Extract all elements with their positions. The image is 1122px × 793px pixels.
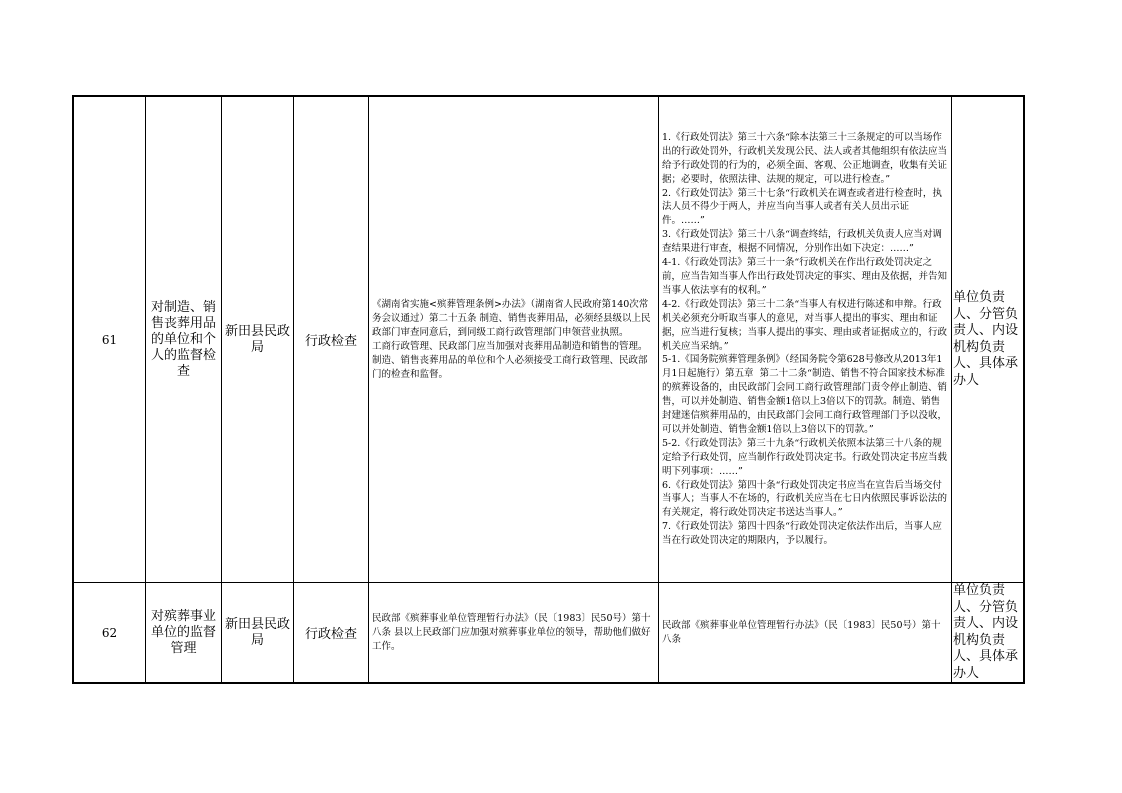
legal-basis [369, 583, 659, 684]
item-number: 62 [73, 583, 146, 684]
item-number: 61 [73, 96, 146, 583]
legal-basis [369, 96, 659, 583]
procedure-clause: 4-1.《行政处罚法》第三十一条“行政机关在作出行政处罚决定之前，应当告知当事人作出行政处罚决定的事实、理由及依据，并告知当事人依法享有的权利。” [662, 257, 948, 296]
procedure-clause: 2.《行政处罚法》第三十七条“行政机关在调查或者进行检查时，执法人员不得少于两人，并应当向当事人或者有关人员出示证件。……” [662, 187, 942, 227]
department: 新田县民政局 [222, 96, 294, 583]
basis-paragraph: 民政部《殡葬事业单位管理暂行办法》（民〔1983〕民50号）第十八条 县以上民政部门应加强对殡葬事业单位的领导，帮助他们做好工作。 [372, 612, 651, 652]
department: 新田县民政局 [222, 583, 294, 684]
procedure-basis [659, 583, 952, 684]
table-row [73, 583, 1024, 684]
procedure-clause: 民政部《殡葬事业单位管理暂行办法》（民〔1983〕民50号）第十八条 [662, 619, 941, 645]
responsible-persons: 单位负责人、分管负责人、内设机构负责人、具体承办人 [952, 583, 1025, 684]
procedure-basis [659, 96, 952, 583]
procedure-clause: 1.《行政处罚法》第三十六条“除本法第三十三条规定的可以当场作出的行政处罚外，行政机关发现公民、法人或者其他组织有依法应当给予行政处罚的行为的，必须全面、客观、公正地调查，收集有关证据；必要时，依照法律、法规的规定，可以进行检查。” [662, 131, 948, 185]
table-row [73, 96, 1024, 583]
procedure-clause: 5-2.《行政处罚法》第三十九条“行政机关依照本法第三十八条的规定给予行政处罚，应当制作行政处罚决定书。行政处罚决定书应当载明下列事项：……” [662, 437, 948, 477]
responsible-persons: 单位负责人、分管负责人、内设机构负责人、具体承办人 [952, 96, 1025, 583]
item-name: 对殡葬事业单位的监督管理 [146, 583, 222, 684]
procedure-clause: 3.《行政处罚法》第三十八条“调查终结，行政机关负责人应当对调查结果进行审查，根据不同情况，分别作出如下决定：……” [662, 229, 942, 255]
power-type: 行政检查 [294, 96, 369, 583]
procedure-clause: 7.《行政处罚法》第四十四条“行政处罚决定依法作出后，当事人应当在行政处罚决定的期限内，予以履行。 [662, 521, 942, 547]
enforcement-table [72, 95, 1025, 684]
procedure-clause: 5-1.《国务院殡葬管理条例》（经国务院令第628号修改从2013年1月1日起施行）第五章 第二十二条“制造、销售不符合国家技术标准的殡葬设备的，由民政部门会同工商行政管理部门责令停止制造、销售，可以并处制造、销售金额1倍以上3倍以下的罚款。制造、销售封建迷信殡葬用品的，由民政部门会同工商行政管理部门予以没收，可以并处制造、销售金额1倍以上3倍以下的罚款。” [662, 354, 948, 435]
power-type: 行政检查 [294, 583, 369, 684]
basis-paragraph: 《湖南省实施<殡葬管理条例>办法》（湖南省人民政府第140次常务会议通过）第二十五条 制造、销售丧葬用品，必须经县级以上民政部门审查同意后，到同级工商行政管理部门申领营业执照。 [372, 298, 651, 338]
procedure-clause: 6.《行政处罚法》第四十条“行政处罚决定书应当在宣告后当场交付当事人；当事人不在场的，行政机关应当在七日内依照民事诉讼法的有关规定，将行政处罚决定书送达当事人。” [662, 479, 948, 519]
item-name: 对制造、销售丧葬用品的单位和个人的监督检查 [146, 96, 222, 583]
procedure-clause: 4-2.《行政处罚法》第三十二条“当事人有权进行陈述和申辩。行政机关必须充分听取当事人的意见，对当事人提出的事实、理由和证据，应当进行复核；当事人提出的事实、理由或者证据成立的，行政机关应当采纳。” [662, 298, 948, 352]
basis-paragraph: 工商行政管理、民政部门应当加强对丧葬用品制造和销售的管理。制造、销售丧葬用品的单位和个人必须接受工商行政管理、民政部门的检查和监督。 [372, 340, 648, 380]
